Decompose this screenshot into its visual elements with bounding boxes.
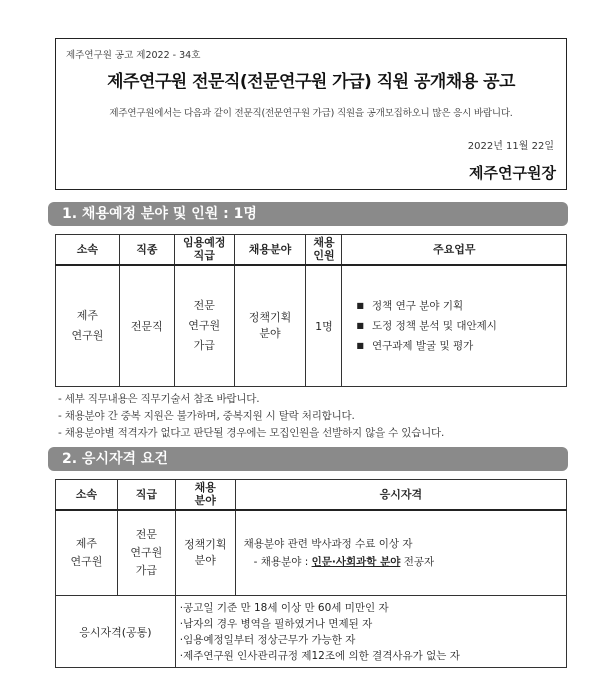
recruitment-table xyxy=(55,234,567,387)
cell-field: 정책기획 분야 xyxy=(175,510,235,596)
notice-header-box xyxy=(55,38,567,190)
header-org: 소속 xyxy=(56,235,120,265)
table-row xyxy=(56,596,567,668)
qualification-sub xyxy=(244,553,566,571)
list-item: ·공고일 기준 만 18세 이상 만 60세 미만인 자 xyxy=(179,601,389,614)
header-field: 채용 분야 xyxy=(175,480,235,510)
section1-notes xyxy=(58,391,444,442)
header-grade: 직급 xyxy=(117,480,175,510)
table-row xyxy=(56,265,567,387)
notice-intro: 제주연구원에서는 다음과 같이 전문직(전문연구원 가급) 직원을 공개모집하오니 많은 응시 바랍니다. xyxy=(109,108,513,119)
notice-date: 2022년 11월 22일 xyxy=(467,141,554,152)
cell-job-type: 전문직 xyxy=(119,265,174,387)
note-item: - 세부 직무내용은 직무기술서 참조 바랍니다. xyxy=(58,393,260,405)
cell-grade: 전문 연구원 가급 xyxy=(117,510,175,596)
header-qualification: 응시자격 xyxy=(235,480,566,510)
cell-qualification xyxy=(235,510,566,596)
section1-title: 1. 채용예정 분야 및 인원 : 1명 xyxy=(48,202,568,226)
qualification-sub-prefix: - 채용분야 : xyxy=(253,555,312,568)
table-row xyxy=(56,510,567,596)
header-org: 소속 xyxy=(56,480,118,510)
notice-signer: 제주연구원장 xyxy=(469,164,556,182)
list-item: ·제주연구원 인사관리규정 제12조에 의한 결격사유가 없는 자 xyxy=(179,649,460,662)
header-grade: 임용예정 직급 xyxy=(174,235,234,265)
section2-title: 2. 응시자격 요건 xyxy=(48,447,568,471)
header-field: 채용분야 xyxy=(234,235,306,265)
header-duties: 주요업무 xyxy=(342,235,567,265)
list-item: ■ 정책 연구 분야 기획 xyxy=(356,296,566,316)
cell-count: 1명 xyxy=(306,265,342,387)
list-item: ·임용예정일부터 정상근무가 가능한 자 xyxy=(179,633,356,646)
list-item: ·남자의 경우 병역을 필하였거나 면제된 자 xyxy=(179,617,373,630)
qualification-table xyxy=(55,479,567,668)
cell-grade: 전문 연구원 가급 xyxy=(174,265,234,387)
cell-duties xyxy=(342,265,567,387)
cell-org: 제주 연구원 xyxy=(56,265,120,387)
header-count: 채용 인원 xyxy=(306,235,342,265)
header-job-type: 직종 xyxy=(119,235,174,265)
cell-common-items xyxy=(175,596,566,668)
note-item: - 채용분야 간 중복 지원은 불가하며, 중복지원 시 탈락 처리합니다. xyxy=(58,410,355,422)
qualification-sub-emphasis: 인문·사회과학 분야 xyxy=(311,555,401,568)
cell-org: 제주 연구원 xyxy=(56,510,118,596)
duties-list xyxy=(342,296,566,356)
list-item: ■ 연구과제 발굴 및 평가 xyxy=(356,336,566,356)
notice-number: 제주연구원 공고 제2022 - 34호 xyxy=(66,50,201,61)
common-qualification-list xyxy=(176,600,566,664)
list-item: ■ 도정 정책 분석 및 대안제시 xyxy=(356,316,566,336)
cell-common-label: 응시자격(공통) xyxy=(56,596,176,668)
cell-field: 정책기획 분야 xyxy=(234,265,306,387)
notice-title: 제주연구원 전문직(전문연구원 가급) 직원 공개채용 공고 xyxy=(107,72,515,92)
qualification-main: 채용분야 관련 박사과정 수료 이상 자 xyxy=(243,537,413,550)
note-item: - 채용분야별 적격자가 없다고 판단될 경우에는 모집인원을 선발하지 않을 수 있습니다. xyxy=(58,427,445,439)
qualification-sub-suffix: 전공자 xyxy=(400,555,435,568)
